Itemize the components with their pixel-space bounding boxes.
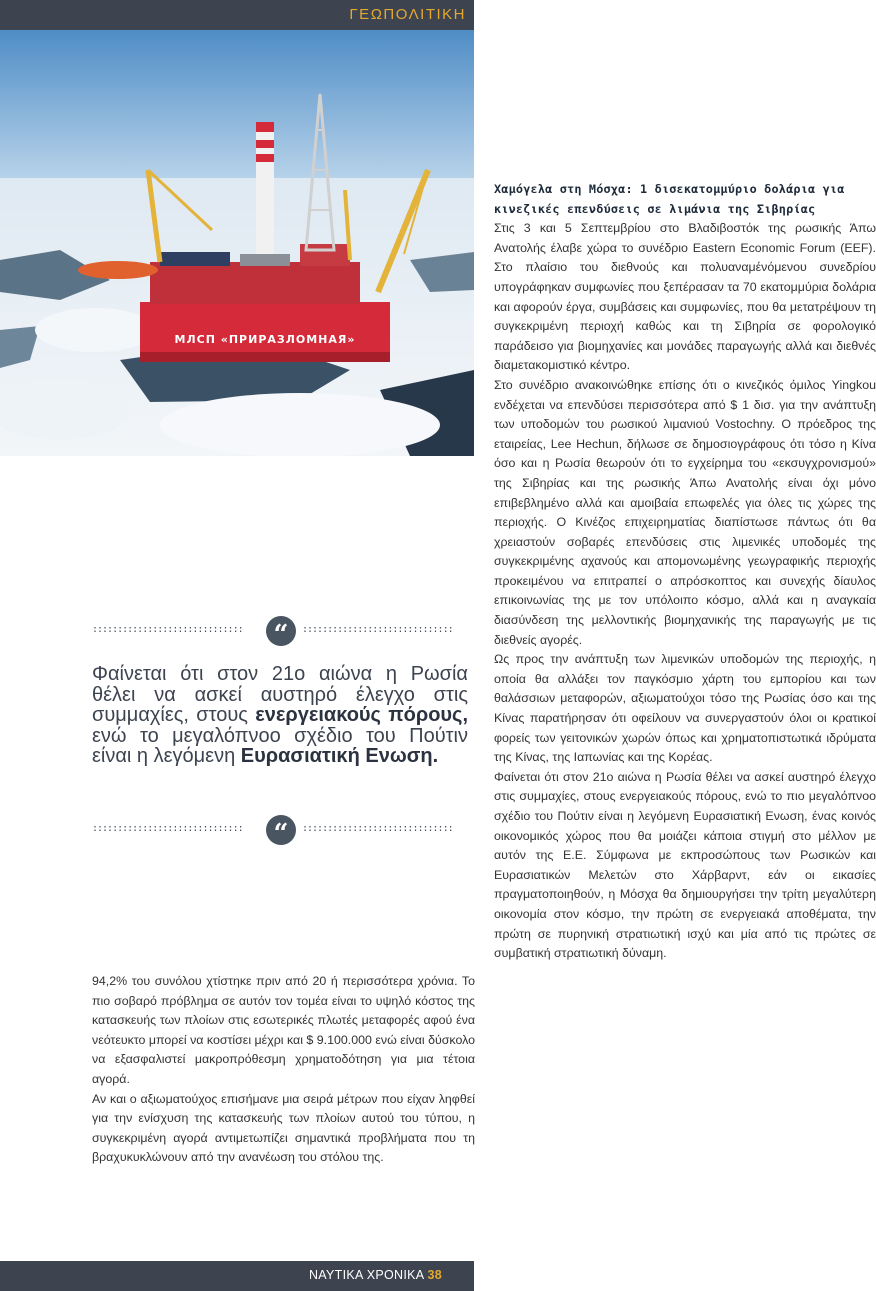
pull-quote-text: ενώ το μεγαλόπνοο σχέδιο του Πούτιν είναι η λεγόμενη [92, 724, 468, 768]
page-number: 38 [427, 1268, 442, 1282]
dotted-rule: :::::::::::::::::::::::::::::: [92, 823, 243, 834]
article-paragraph: 94,2% του συνόλου χτίστηκε πριν από 20 ή περισσότερα χρόνια. Το πιο σοβαρό πρόβλημα σε αυτόν τον τομέα είναι το υψηλό κόστος της κατασκευής των πλοίων στις εσωτερικές πλωτές μεταφορές αφού ένα νεότευκτο μπορεί να κοστίσει μέχρι και $ 9.100.000 ενώ είναι δύσκολο να εξασφαλιστεί μακροπρόθεσμη χρηματοδότηση για μια τέτοια αγορά. [92, 974, 475, 1086]
footer-label [309, 1268, 442, 1282]
section-label: ΓΕΩΠΟΛΙΤΙΚΗ [349, 6, 466, 23]
article-paragraph: Ως προς την ανάπτυξη των λιμενικών υποδομών της περιοχής, η οποία θα αλλάξει τον παγκόσμιο χάρτη του εμπορίου και των θαλάσσιων μεταφορών, αξιωματούχοι τόσο της Ρωσίας όσο και της Κίνας παρατήρησαν ότι οφείλουν να συνεργαστούν όλοι οι κρατικοί φορείς των γειτονικών χωρών όπως και χρηματοπιστωτικά ιδρύματα της Κίνας, της Ιαπωνίας και της Κορέας. [494, 652, 876, 765]
article-paragraph: Φαίνεται ότι στον 21ο αιώνα η Ρωσία θέλει να ασκεί αυστηρό έλεγχο στις συμμαχίες, στους ενεργειακούς πόρους, ενώ το πιο μεγαλόπνοο σχέδιο του Πούτιν είναι η λεγόμενη Ευρασιατική Ενωση, ένας κοινός οικονομικός χώρος που θα μοιάζει κάποια στιγμή στο μέλλον με αυτόν της Ε.Ε. Σύμφωνα με εκπροσώπους των Ρωσικών και Ευρασιατικών Μελετών στο Χάρβαρντ, εάν οι εικασίες πραγματοποιηθούν, η Μόσχα θα δημιουργήσει την τρίτη μεγαλύτερη οικονομία στον κόσμο, την πρώτη σε ενεργειακά αποθέματα, την πρώτη σε πυρηνική στρατιωτική ισχύ και μία από τις πρώτες σε συμβατική στρατιωτική δύναμη. [494, 769, 876, 961]
platform-hull [140, 302, 390, 360]
pull-quote-text: Φαίνεται ότι στον 21ο αιώνα η Ρωσία θέλει να ασκεί αυστηρό έλεγχο στις συμμαχίες, στους [92, 663, 468, 727]
platform-name: МЛСП «ПРИРАЗЛОМНАЯ» [174, 333, 356, 346]
magazine-name: ΝΑΥΤΙΚΑ ΧΡΟΝΙΚΑ [308, 1268, 424, 1282]
article-paragraph: Αν και ο αξιωματούχος επισήμανε μια σειρά μέτρων που είχαν ληφθεί για την ενίσχυση της κατασκευής των πλοίων αυτού του τύπου, η συγκεκριμένη αγορά αντιμετωπίζει σημαντικά προβλήματα που τη βραχυκυκλώνουν από την ανανέωση του στόλου της. [92, 1091, 475, 1165]
dotted-rule: :::::::::::::::::::::::::::::: [92, 624, 243, 635]
footer-bar [0, 1261, 474, 1291]
pull-quote-emphasis: Ευρασιατική Ενωση. [240, 745, 439, 768]
article-photo [0, 30, 474, 456]
article-right-column [494, 180, 876, 964]
quote-icon: “ [266, 616, 296, 646]
article-left-column [92, 972, 475, 1168]
header-bar [0, 0, 474, 30]
article-paragraph: Στις 3 και 5 Σεπτεμβρίου στο Βλαδιβοστόκ της ρωσικής Άπω Ανατολής έλαβε χώρα το συνέδριο Eastern Economic Forum (EEF). Στο πλαίσιο του διεθνούς και πολυαναμένόμενου συνεδρίου υπογράφηκαν συμφωνίες που ξεπέρασαν τα 70 εκατομμύρια δολάρια και αφορούν έργα, συμβάσεις και συμφωνίες, που θα μετατρέψουν τη συγκεκριμένη περιοχή καθώς και τη Σιβηρία σε φορολογικό παράδεισο για βιομηχανίες και μονάδες παραγωγής αλλά και διεθνές διαμετακομιστικό κέντρο. [494, 221, 876, 373]
pull-quote [92, 664, 468, 767]
article-heading: Χαμόγελα στη Μόσχα: 1 δισεκατομμύριο δολάρια για κινεζικές επενδύσεις σε λιμάνια της Σιβηρίας [494, 182, 845, 216]
pull-quote-emphasis: ενεργειακούς πόρους, [255, 704, 469, 727]
quote-icon: “ [266, 815, 296, 845]
dotted-rule: :::::::::::::::::::::::::::::: [302, 624, 453, 635]
dotted-rule: :::::::::::::::::::::::::::::: [302, 823, 453, 834]
article-paragraph: Στο συνέδριο ανακοινώθηκε επίσης ότι ο κινεζικός όμιλος Yingkou ενδέχεται να επενδύσει περισσότερα από $ 1 δισ. για την ανάπτυξη των υποδομών του ρωσικού λιμανιού Vostochny. Ο πρόεδρος της εταιρείας, Lee Hechun, δήλωσε σε δημοσιογράφους ότι τόσο η Κίνα όσο και η Ρωσία θεωρούν ότι το εγχείρημα του «εκσυγχρονισμού» της Σιβηρίας και της ρωσικής Άπω Ανατολής είναι όχι μόνο επιβεβλημένο αλλά και αμοιβαία επωφελές για όλες τις χώρες της περιοχής. Ο Κινέζος επιχειρηματίας διαπίστωσε πάντως ότι θα χρειαστούν σοβαρές επενδύσεις στις λιμενικές υποδομές της συγκεκριμένης αχανούς και απομονωμένης γεωγραφικής περιοχής προκειμένου να επιτραπεί ο απρόσκοπτος και συνεχής δίαυλος επικοινωνίας της με τον υπόλοιπο κόσμο, αλλά και η αναγκαία διασύνδεση της μελλοντικής βιομηχανικής της παραγωγής με τις διεθνείς αγορές. [494, 377, 876, 647]
